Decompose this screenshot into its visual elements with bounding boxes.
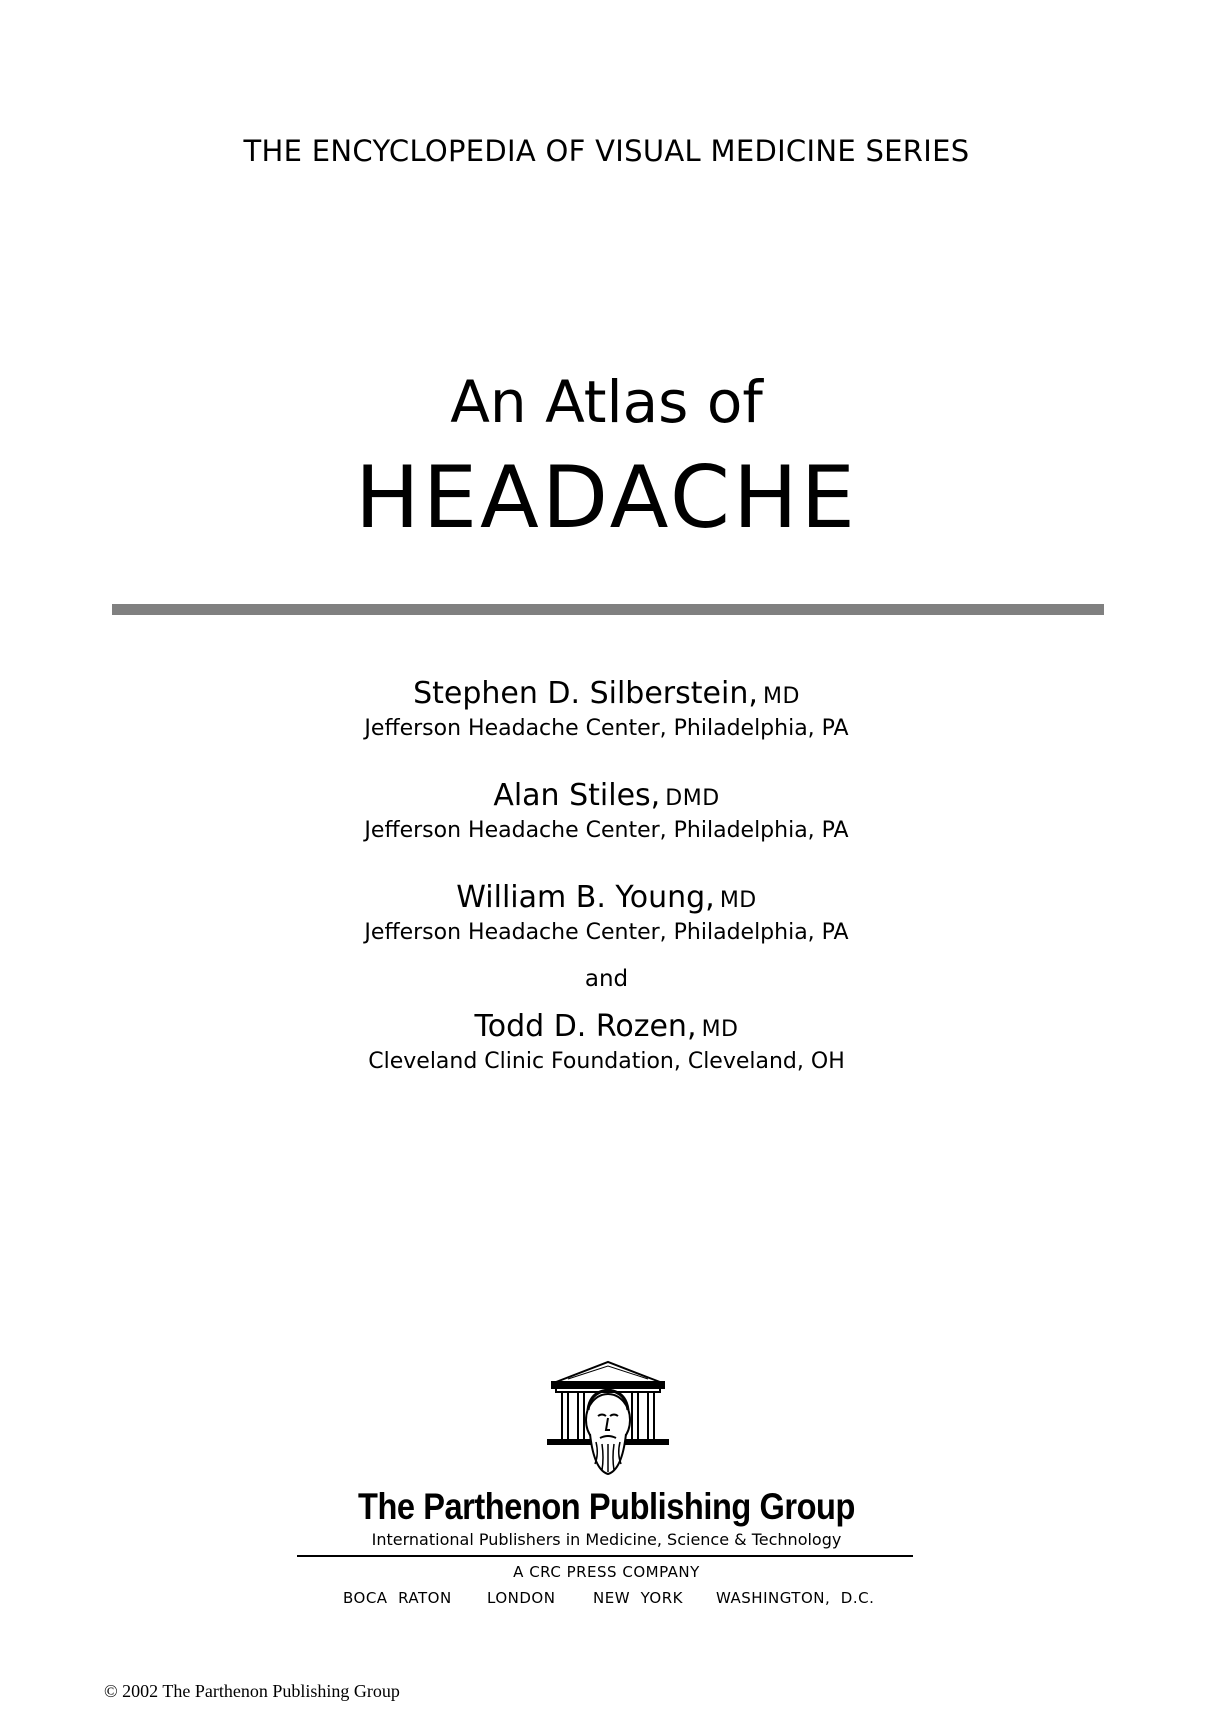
author-name: William B. Young, [456, 880, 715, 915]
author-credential: MD [719, 888, 757, 913]
publisher-parent: A CRC PRESS COMPANY [513, 1563, 700, 1581]
author-affiliation: Cleveland Clinic Foundation, Cleveland, OH [368, 1049, 845, 1074]
title-divider [112, 604, 1104, 615]
author-credential: MD [701, 1017, 739, 1042]
author-affiliation: Jefferson Headache Center, Philadelphia, PA [364, 716, 849, 741]
title-prefix: An Atlas of [450, 368, 763, 436]
author-block [0, 778, 1213, 813]
author-affiliation: Jefferson Headache Center, Philadelphia, PA [364, 920, 849, 945]
author-block [0, 880, 1213, 915]
parthenon-logo-icon [538, 1358, 678, 1478]
book-title: HEADACHE [355, 448, 858, 548]
author-name: Todd D. Rozen, [474, 1009, 697, 1044]
author-name: Alan Stiles, [493, 778, 661, 813]
author-block [0, 1009, 1213, 1044]
copyright-notice: © 2002 The Parthenon Publishing Group [104, 1681, 400, 1701]
author-name: Stephen D. Silberstein, [413, 676, 758, 711]
publisher-tagline: International Publishers in Medicine, Science & Technology [371, 1530, 842, 1549]
city-label: LONDON [487, 1589, 556, 1607]
series-title: THE ENCYCLOPEDIA OF VISUAL MEDICINE SERIES [243, 134, 970, 168]
author-credential: DMD [665, 786, 720, 811]
author-affiliation: Jefferson Headache Center, Philadelphia, PA [364, 818, 849, 843]
author-conjunction: and [584, 966, 629, 992]
author-credential: MD [762, 684, 800, 709]
author-block [0, 676, 1213, 711]
publisher-divider [297, 1555, 913, 1557]
publisher-name: The Parthenon Publishing Group [358, 1486, 855, 1527]
city-label: BOCA RATON [343, 1589, 452, 1607]
city-label: WASHINGTON, D.C. [716, 1589, 875, 1607]
city-label: NEW YORK [593, 1589, 683, 1607]
